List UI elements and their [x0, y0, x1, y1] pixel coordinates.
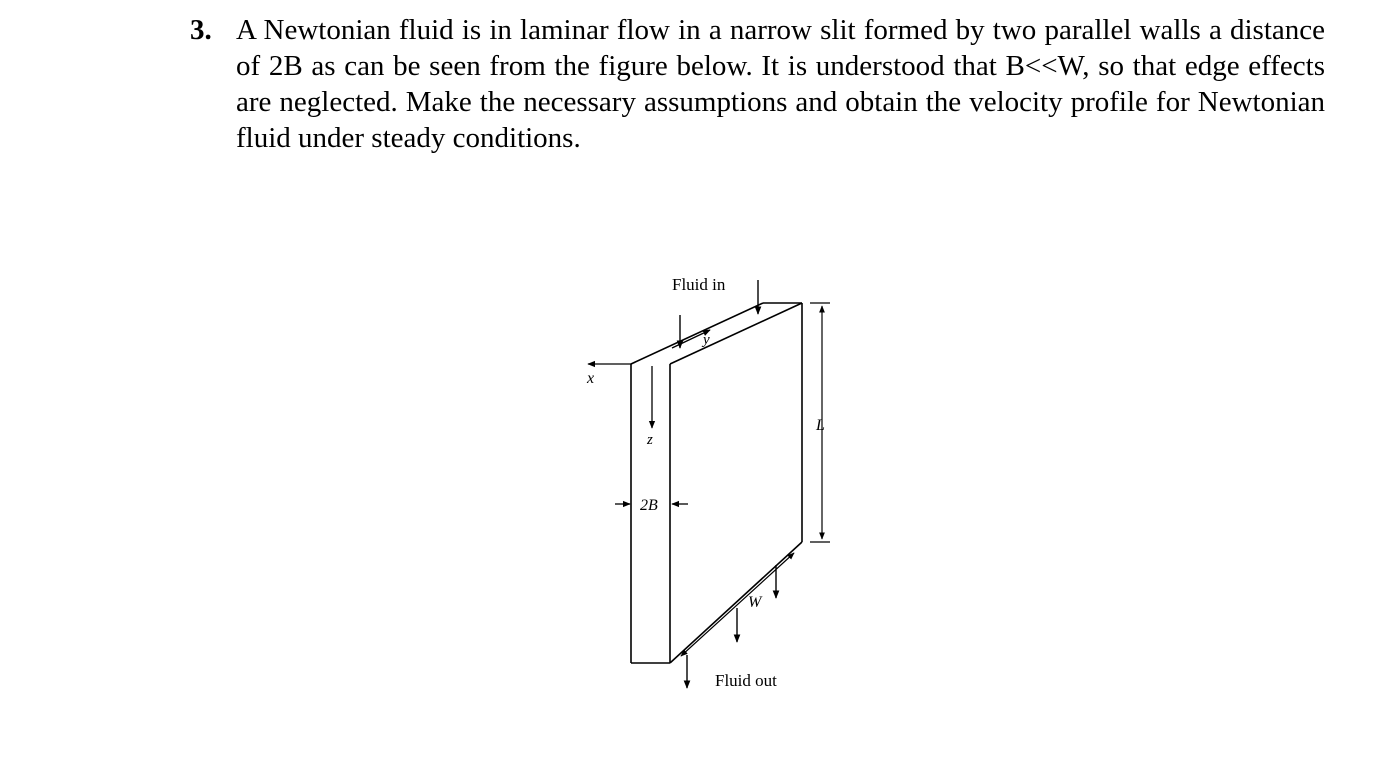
width-label: W — [748, 594, 762, 611]
length-label: L — [816, 417, 825, 434]
y-axis-label: y — [703, 332, 710, 348]
fluid-out-label: Fluid out — [715, 671, 777, 690]
slit-flow-figure — [560, 260, 860, 700]
fluid-in-label: Fluid in — [672, 275, 726, 294]
slit-diagram — [560, 260, 860, 700]
fluid-out-arrows — [687, 565, 776, 688]
question-text: A Newtonian fluid is in laminar flow in a narrow slit formed by two parallel walls a distance of 2B as can be seen from the figure below. It is understood that B<<W, so that edge effects are neglected. Make the necessary assumptions and obtain the velocity profile for Newtonian fluid under steady conditions. — [236, 14, 1325, 154]
gap-label: 2B — [640, 497, 658, 514]
z-axis-label: z — [647, 432, 653, 448]
x-axis-label: x — [587, 370, 595, 387]
question-block — [190, 12, 1325, 156]
slit-walls — [631, 303, 802, 663]
question-number: 3. — [190, 14, 212, 46]
